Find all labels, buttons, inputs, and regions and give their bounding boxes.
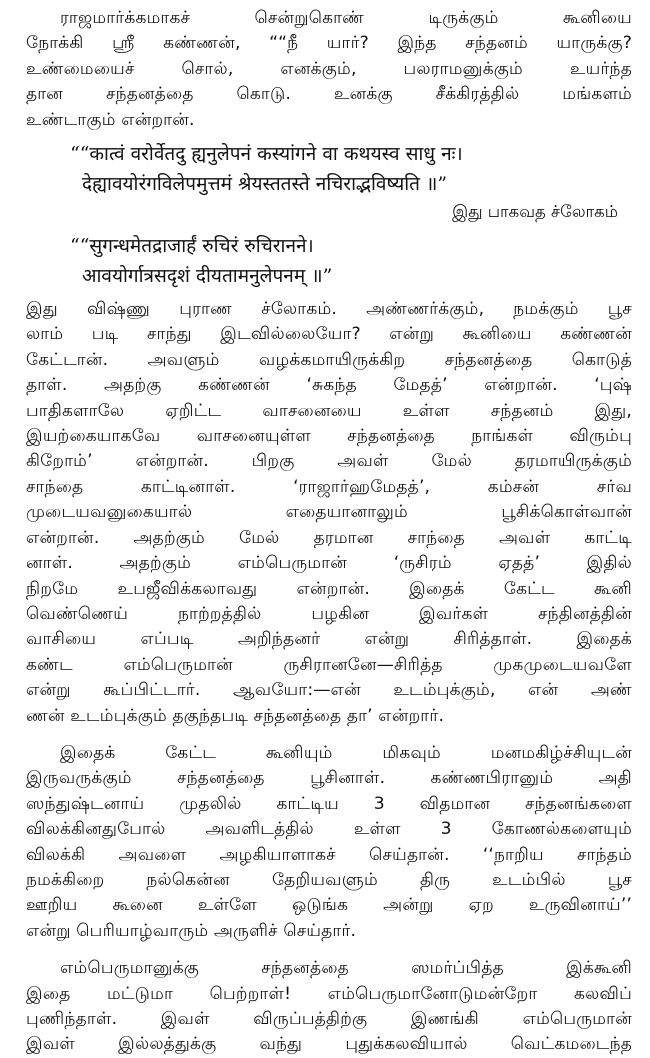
text-line: உண்மையைச் சொல், எனக்கும், பலராமனுக்கும் உயர்ந்த: [26, 58, 632, 79]
sanskrit-verse-line: देह्यावयोरंगविलेपमुत्तमं श्रेयस्ततस्ते नचिराद्भविष्यति ॥”: [82, 173, 448, 196]
intro-paragraph: [26, 6, 632, 133]
text-line: வெண்ணெய் நாற்றத்தில் பழகின இவர்கள் சந்தினத்தின்: [26, 603, 632, 624]
text-line: என்று கூப்பிட்டார். ஆவயோ:—என் உடம்புக்கும், என் அண்: [26, 680, 632, 701]
text-line: உண்டாகும் என்றான்.: [26, 109, 195, 130]
text-line: இயற்கையாகவே வாசனையுள்ள சந்தனத்தை நாங்கள் விரும்பு: [26, 426, 632, 447]
text-line: ணன் உடம்புக்கும் தகுந்தபடி சந்தனத்தை தா’ என்றார்.: [26, 705, 445, 726]
sanskrit-verse-line: ““कात्वं वरोर्वेतदु ह्यनुलेपनं कस्यांगने वा कथयस्व साधु नः।: [70, 143, 463, 166]
text-line: இதை மட்டுமா பெற்றாள்! எம்பெருமானோடுமன்றோ கலவிப்: [26, 983, 632, 1004]
text-line: கிறோம்’ என்றான். பிறகு அவள் மேல் தரமாயிருக்கும்: [26, 451, 632, 472]
text-line: விலக்கி அவளை அழகியாளாகச் செய்தான். ‘‘நாறிய சாந்தம்: [26, 844, 632, 865]
text-line: எம்பெருமானுக்கு சந்தனத்தை ஸமர்ப்பித்த இக்கூனி: [60, 958, 632, 979]
paragraph-3: [26, 741, 632, 944]
text-line: பாதிகளாலே ஏறிட்ட வாசனையை உள்ள சந்தனம் இது,: [26, 400, 632, 421]
text-line: நிறமே உபஜீவிக்கலாவது என்றான். இதைக் கேட்ட கூனி: [26, 578, 632, 599]
text-line: கண்ட எம்பெருமான் ருசிரானனே—சிரித்த முகமுடையவளே: [26, 654, 632, 675]
text-line: இருவருக்கும் சந்தனத்தை பூசினாள். கண்ணபிரானும் அதி: [26, 768, 632, 789]
text-line: முடையவனுகையால் எதையானாலும் பூசிக்கொள்வான்: [26, 502, 632, 523]
vishnu-purana-verse: [26, 231, 632, 291]
sanskrit-verse-line: आवयोर्गात्रसदृशं दीयतामनुलेपनम् ॥”: [82, 265, 333, 288]
sanskrit-verse-line: ““सुगन्धमेतद्राजार्हं रुचिरं रुचिरानने।: [70, 235, 314, 258]
text-line: லாம் படி சாந்து இடவில்லையோ? என்று கூனியை கண்ணன்: [26, 324, 632, 345]
verse-source-note: இது பாகவத ச்லோகம்: [452, 202, 618, 222]
text-line: நோக்கி ஸ்ரீ கண்ணன், ““நீ யார்? இந்த சந்தனம் யாருக்கு?: [26, 33, 632, 54]
text-line: ராஜமார்க்கமாகச் சென்றுகொண் டிருக்கும் கூனியை: [60, 8, 632, 28]
paragraph-4: [26, 956, 632, 1058]
text-line: தான சந்தனத்தை கொடு. உனக்கு சீக்கிரத்தில் மங்களம்: [26, 84, 632, 105]
text-line: கேட்டான். அவளும் வழக்கமாயிருக்கிற சந்தனத்தை கொடுத்: [26, 349, 632, 370]
text-line: ஊறிய கூனை உள்ளே ஒடுங்க அன்று ஏற உருவினாய்’’: [26, 895, 632, 916]
text-line: நமக்கிறை நல்கென்ன தேறியவளும் திரு உடம்பில் பூச: [26, 869, 632, 890]
text-line: என்றான். அதற்கும் மேல் தரமான சாந்தை அவள் காட்டி: [26, 527, 632, 548]
text-line: சாந்தை காட்டினாள். ‘ராஜார்ஹமேதத்’, கம்சன் சர்வ: [26, 476, 632, 497]
bhagavata-verse: [26, 139, 632, 199]
text-line: வாசியை எப்படி அறிந்தனர் என்று சிரித்தாள். இதைக்: [26, 629, 632, 650]
text-line: இதைக் கேட்ட கூனியும் மிகவும் மனமகிழ்ச்சியுடன்: [60, 742, 632, 763]
text-line: இவள் இல்லத்துக்கு வந்து புதுக்கலவியால் வெட்கமடைந்த: [26, 1034, 632, 1055]
text-line: னாள். அதற்கும் எம்பெருமான் ‘ருசிரம் ஏதத்’ இதில்: [26, 553, 632, 574]
paragraph-2: [26, 297, 632, 729]
text-line: தாள். அதற்கு கண்ணன் ‘சுகந்த மேதத்’ என்றான். ‘புஷ்: [26, 375, 632, 396]
text-line: புணிந்தாள். இவள் விருப்பத்திற்கு இணங்கி எம்பெருமான்: [26, 1009, 632, 1029]
text-line: விலக்கினதுபோல் அவளிடத்தில் உள்ள 3 கோணல்களையும்: [26, 819, 632, 840]
text-line: என்று பெரியாழ்வாரும் அருளிச் செய்தார்.: [26, 920, 357, 941]
text-line: இது விஷ்ணு புராண ச்லோகம். அண்ணர்க்கும், நமக்கும் பூச: [26, 299, 632, 320]
text-line: ஸந்துஷ்டனாய் முதலில் காட்டிய 3 விதமான சந்தனங்களை: [26, 793, 632, 814]
